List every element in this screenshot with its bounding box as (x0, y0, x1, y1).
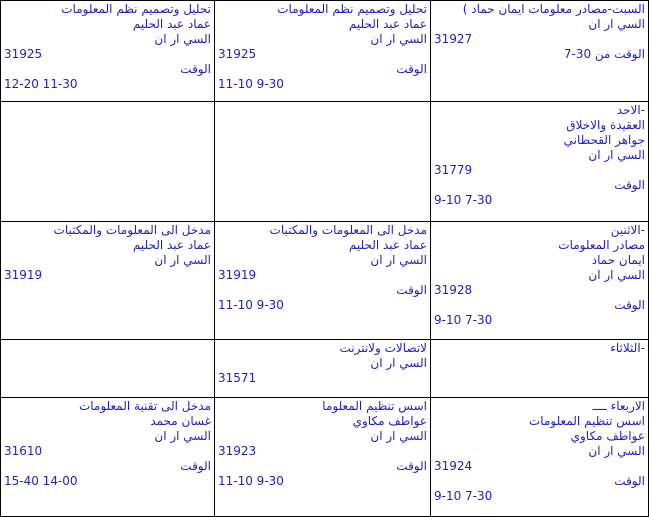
cell-text-line: لاتصالات ولانترنت (339, 341, 427, 355)
cell-text-line: السبت-مصادر معلومات ايمان حماد ) (462, 2, 645, 16)
cell-text-line: عماد عبد الحليم (132, 238, 211, 252)
cell-text-line: مدخل الى المعلومات والمكتبات (53, 223, 211, 237)
cell-text-line: عواطف مكاوي (570, 429, 645, 443)
cell-text-line: الوقت (180, 62, 211, 76)
cell-text-line: اسس تنظيم المعلومات (529, 414, 645, 428)
cell-text-line: السي ار ان (154, 32, 211, 46)
course-cell-left (1, 340, 215, 398)
day-cell (431, 1, 649, 102)
course-cell-left (1, 398, 215, 517)
cell-text-line: الوقت (396, 62, 427, 76)
schedule-row (1, 340, 649, 398)
schedule-row (1, 222, 649, 340)
cell-text-line: السي ار ان (370, 429, 427, 443)
cell-text-line: تحليل وتصميم نظم المعلومات (61, 2, 211, 16)
cell-text-line: العقيدة والاخلاق (566, 118, 645, 132)
day-cell (431, 222, 649, 340)
cell-text-line: السي ار ان (588, 268, 645, 282)
cell-text-line: عماد عبد الحليم (348, 238, 427, 252)
schedule-row (1, 1, 649, 102)
schedule-row (1, 102, 649, 222)
cell-text-line: السي ار ان (588, 17, 645, 31)
cell-text-line: 11-10 9-30 (218, 77, 284, 91)
cell-text-line: السي ار ان (154, 429, 211, 443)
cell-text-line: تحليل وتصميم نظم المعلومات (277, 2, 427, 16)
course-cell-middle (215, 1, 431, 102)
cell-text-line: 31927 (434, 32, 473, 46)
cell-text-line: 11-10 9-30 (218, 298, 284, 312)
course-cell-middle (215, 340, 431, 398)
day-cell (431, 398, 649, 517)
schedule-row (1, 398, 649, 517)
course-cell-left (1, 1, 215, 102)
cell-text-line: 31610 (4, 444, 43, 458)
cell-text-line: 15-40 14-00 (4, 474, 78, 488)
day-cell (431, 102, 649, 222)
day-cell (431, 340, 649, 398)
cell-text-line: 31925 (218, 47, 257, 61)
cell-text-line: -الثلاثاء (610, 341, 645, 355)
cell-text-line: مدخل الى تقنية المعلومات (78, 399, 211, 413)
cell-text-line: عماد عبد الحليم (132, 17, 211, 31)
cell-text-line: 31919 (218, 268, 257, 282)
cell-text-line: 31924 (434, 459, 473, 473)
course-cell-left (1, 222, 215, 340)
cell-text-line: الوقت (614, 474, 645, 488)
cell-text-line: الوقت (614, 298, 645, 312)
cell-text-line: السي ار ان (370, 356, 427, 370)
cell-text-line: الوقت (396, 459, 427, 473)
cell-text-line: الوقت من 30-7 (563, 47, 645, 61)
cell-text-line: الوقت (396, 283, 427, 297)
cell-text-line: 31928 (434, 283, 473, 297)
cell-text-line: 9-10 7-30 (434, 489, 493, 503)
cell-text-line: 9-10 7-30 (434, 313, 493, 327)
course-cell-middle (215, 398, 431, 517)
cell-text-line: السي ار ان (370, 253, 427, 267)
cell-text-line: السي ار ان (154, 253, 211, 267)
cell-text-line: السي ار ان (588, 148, 645, 162)
cell-text-line: السي ار ان (370, 32, 427, 46)
cell-text-line: اسس تنظيم المعلوما (322, 399, 427, 413)
course-cell-middle (215, 222, 431, 340)
cell-text-line: الاربعاء ــــ (592, 399, 645, 413)
cell-text-line: -الاحد (616, 103, 645, 117)
cell-text-line: الوقت (614, 178, 645, 192)
cell-text-line: 31923 (218, 444, 257, 458)
cell-text-line: 11-10 9-30 (218, 474, 284, 488)
cell-text-line: ايمان حماد (591, 253, 645, 267)
cell-text-line: 31925 (4, 47, 43, 61)
cell-text-line: السي ار ان (588, 444, 645, 458)
cell-text-line: عماد عبد الحليم (348, 17, 427, 31)
cell-text-line: 31919 (4, 268, 43, 282)
course-cell-left (1, 102, 215, 222)
cell-text-line: 12-20 11-30 (4, 77, 78, 91)
cell-text-line: جواهر القحطاني (563, 133, 645, 147)
cell-text-line: 31779 (434, 163, 473, 177)
cell-text-line: 31571 (218, 371, 257, 385)
cell-text-line: مصادر المعلومات (558, 238, 645, 252)
cell-text-line: عواطف مكاوي (352, 414, 427, 428)
cell-text-line: 9-10 7-30 (434, 193, 493, 207)
cell-text-line: مدخل الى المعلومات والمكتبات (269, 223, 427, 237)
schedule-body (1, 1, 649, 517)
cell-text-line: غسان محمد (150, 414, 211, 428)
course-cell-middle (215, 102, 431, 222)
cell-text-line: -الاثنين (610, 223, 645, 237)
cell-text-line: الوقت (180, 459, 211, 473)
